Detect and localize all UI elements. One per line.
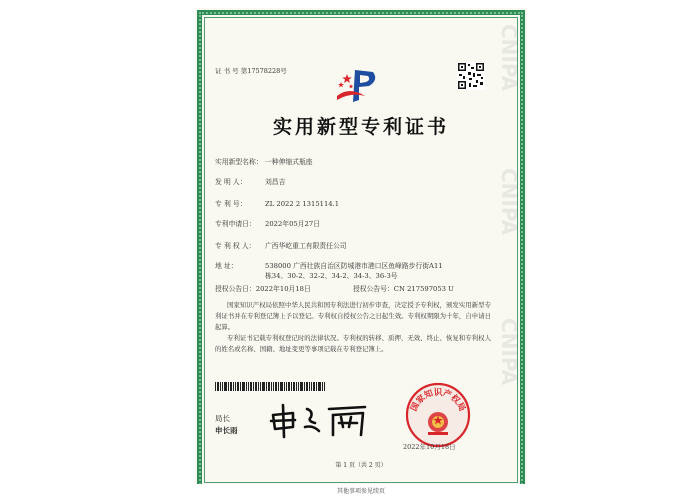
signature-icon xyxy=(267,401,377,439)
field-label: 专 利 权 人： xyxy=(215,242,256,250)
certificate-number: 证 书 号 第17578228号 xyxy=(215,67,287,75)
field-value: 广西华屹重工有限责任公司 xyxy=(265,242,347,250)
paragraph-grant-statement: 国家知识产权局依照中华人民共和国专利法进行初步审查，决定授予专利权，颁发实用新型专利证书并在专利登记簿上予以登记。专利权自授权公告之日起生效。专利权期限为十年，自申请日起算。 xyxy=(215,301,491,331)
certificate-title: 实用新型专利证书 xyxy=(272,116,449,138)
field-label: 实用新型名称： xyxy=(215,158,263,166)
field-label: 专 利 号： xyxy=(215,200,247,208)
field-value: ZL 2022 2 1315114.1 xyxy=(265,200,340,208)
seal-text: 国家知识产权局 xyxy=(409,388,467,414)
qr-code-icon xyxy=(457,62,485,90)
barcode-icon xyxy=(215,382,325,391)
director-name: 申长雨 xyxy=(215,426,238,435)
director-label: 局长 xyxy=(215,414,230,423)
field-row-patentee xyxy=(215,242,347,251)
field-label: 专利申请日： xyxy=(215,220,256,228)
paragraph-legal-note: 专利证书记载专利权登记时的法律状况。专利权的转移、质押、无效、终止、恢复和专利权人的姓名或名称、国籍、地址变更等事项记载在专利登记簿上。 xyxy=(215,334,491,353)
watermark-text: CNIPA xyxy=(497,168,521,236)
field-value: 538000 广西壮族自治区防城港市港口区鱼峰路步行街A11 xyxy=(265,262,443,270)
patent-office-logo-icon xyxy=(335,66,379,106)
field-row-inventor xyxy=(215,178,285,187)
field-row-name xyxy=(215,158,313,167)
field-value: 2022年05月27日 xyxy=(265,220,320,228)
field-row-grant xyxy=(215,285,454,294)
grant-number: 授权公告号：CN 217597053 U xyxy=(353,285,454,293)
field-value: 刘昌吉 xyxy=(265,178,286,186)
field-value: 一种伸缩式瓶座 xyxy=(265,158,313,166)
page-number: 第 1 页（共 2 页） xyxy=(335,462,387,469)
field-row-patent-number xyxy=(215,200,339,209)
grant-date: 授权公告日：2022年10月18日 xyxy=(215,285,311,293)
seal-date: 2022年10月18日 xyxy=(403,443,456,451)
field-row-address-line2 xyxy=(265,272,398,281)
patent-certificate xyxy=(195,8,527,492)
field-row-address xyxy=(215,262,443,271)
footer-note: 其他事项参见续页 xyxy=(195,484,527,500)
field-row-application-date xyxy=(215,220,320,229)
watermark-text: CNIPA xyxy=(497,24,521,92)
field-label: 发 明 人： xyxy=(215,178,247,186)
field-value: 栋34、30-2、32-2、34-2、34-3、36-3号 xyxy=(265,272,398,280)
field-label: 地 址： xyxy=(215,262,238,270)
official-seal-icon xyxy=(405,382,471,448)
cnipa-watermark xyxy=(493,18,523,488)
watermark-text: CNIPA xyxy=(497,318,521,386)
